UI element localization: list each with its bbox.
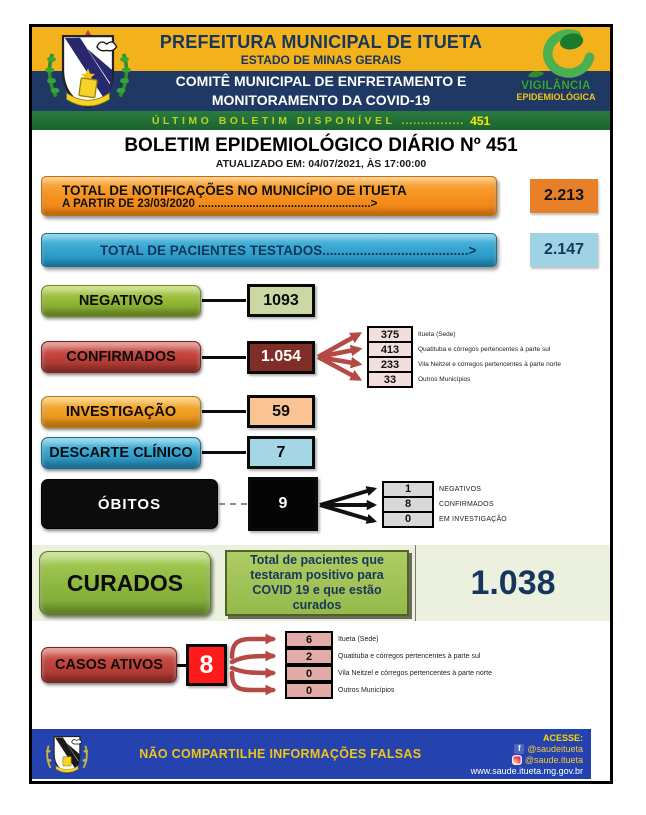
tested-row <box>41 233 598 267</box>
curados-value: 1.038 <box>470 563 556 602</box>
confirmados-quatituba-label: Quatituba e córregos pertencentes à parte sul <box>418 346 551 353</box>
last-bulletin-number: 451 <box>470 113 491 128</box>
header <box>32 27 610 130</box>
tested-bar <box>41 233 497 267</box>
casos-ativos-curved-arrows-icon <box>227 629 285 701</box>
instagram-handle: @saude.itueta <box>524 754 583 765</box>
obitos-breakdown <box>382 481 507 528</box>
casos-ativos-value: 8 <box>186 644 227 686</box>
obitos-confirmados-label: CONFIRMADOS <box>439 500 494 508</box>
casos-quatituba-value: 2 <box>285 648 333 665</box>
vigilancia-logo <box>504 28 608 102</box>
casos-ativos-bar <box>41 647 177 683</box>
last-bulletin-dots: ................ <box>401 114 465 127</box>
investigacao-row <box>41 395 610 428</box>
footer-links <box>471 733 583 776</box>
facebook-handle: @saudeitueta <box>527 743 583 754</box>
connector-line <box>202 299 246 302</box>
descarte-row <box>41 436 610 469</box>
investigacao-label: INVESTIGAÇÃO <box>65 403 177 420</box>
facebook-link[interactable] <box>514 744 583 754</box>
tested-label: TOTAL DE PACIENTES TESTADOS.......................................> <box>100 242 477 258</box>
casos-vila-value: 0 <box>285 665 333 682</box>
obitos-value: 9 <box>248 477 318 531</box>
confirmados-vila-label: Vila Neitzel e córregos pertencentes à parte norte <box>418 361 561 368</box>
curados-bar <box>39 551 211 615</box>
obitos-confirmados-value: 8 <box>382 496 434 513</box>
notifications-label-line2: A PARTIR DE 23/03/2020 ......................................................> <box>62 197 378 210</box>
casos-ativos-label: CASOS ATIVOS <box>55 657 163 673</box>
instagram-link[interactable] <box>512 755 583 765</box>
investigacao-bar <box>41 396 201 428</box>
confirmados-row <box>41 326 610 388</box>
confirmados-value: 1.054 <box>247 341 315 374</box>
connector-line <box>177 664 186 667</box>
vigilancia-text2: EPIDEMIOLÓGICA <box>516 92 596 102</box>
bulletin-updated: ATUALIZADO EM: 04/07/2021, ÀS 17:00:00 <box>215 158 427 170</box>
casos-ativos-breakdown <box>285 630 492 700</box>
facebook-icon: f <box>514 744 524 754</box>
notifications-bar <box>41 176 497 216</box>
confirmados-sede-label: Itueta (Sede) <box>418 331 456 338</box>
connector-line <box>202 410 246 413</box>
last-bulletin-label: ÚLTIMO BOLETIM DISPONÍVEL <box>151 114 396 127</box>
casos-sede-label: Itueta (Sede) <box>338 636 379 643</box>
committee-line2: MONITORAMENTO DA COVID-19 <box>211 92 431 108</box>
curados-description: Total de pacientes que testaram positivo para COVID 19 e que estão curados <box>225 550 409 616</box>
last-bulletin-strip <box>32 111 610 130</box>
negativos-value: 1093 <box>247 284 315 317</box>
footer-access-label: ACESSE: <box>542 732 583 743</box>
bulletin-title: BOLETIM EPIDEMIOLÓGICO DIÁRIO Nº 451 <box>124 135 518 156</box>
obitos-negativos-label: NEGATIVOS <box>439 485 482 493</box>
breakdown-row <box>285 681 492 700</box>
confirmados-vila-value: 233 <box>367 356 413 373</box>
curados-band <box>32 545 610 621</box>
confirmados-fan-arrows-icon <box>315 326 367 388</box>
instagram-icon <box>512 755 522 765</box>
notifications-row <box>41 176 598 216</box>
confirmados-bar <box>41 341 201 373</box>
connector-line <box>202 451 246 454</box>
website-link[interactable]: www.saude.itueta.mg.gov.br <box>470 765 583 776</box>
breakdown-row <box>382 511 507 528</box>
obitos-fan-arrows-icon <box>318 481 382 528</box>
casos-sede-value: 6 <box>285 631 333 648</box>
vigilancia-text1: VIGILÂNCIA <box>521 80 591 92</box>
connector-line <box>202 356 246 359</box>
notifications-label-line1: TOTAL DE NOTIFICAÇÕES NO MUNICÍPIO DE ITUETA <box>62 182 407 198</box>
descarte-value: 7 <box>247 436 315 469</box>
notifications-value: 2.213 <box>530 179 598 213</box>
descarte-label: DESCARTE CLÍNICO <box>49 444 193 461</box>
confirmados-breakdown <box>367 326 561 388</box>
confirmados-sede-value: 375 <box>367 326 413 343</box>
bulletin-frame <box>29 24 613 784</box>
negativos-bar <box>41 285 201 317</box>
confirmados-outros-label: Outros Municípios <box>418 376 471 383</box>
curados-label: CURADOS <box>66 569 184 596</box>
obitos-bar <box>41 479 218 529</box>
vigilancia-swirl-icon <box>517 28 595 80</box>
casos-ativos-row <box>41 629 610 701</box>
casos-outros-label: Outros Municípios <box>338 687 395 694</box>
footer-message: NÃO COMPARTILHE INFORMAÇÕES FALSAS <box>139 747 422 761</box>
descarte-bar <box>41 437 201 469</box>
casos-quatituba-label: Quatituba e córregos pertencentes à parte sul <box>338 653 481 660</box>
estado-subtitle: ESTADO DE MINAS GERAIS <box>240 52 402 67</box>
casos-outros-value: 0 <box>285 682 333 699</box>
confirmados-outros-value: 33 <box>367 371 413 388</box>
obitos-label: ÓBITOS <box>97 495 162 513</box>
casos-vila-label: Vila Neitzel e córregos pertencentes à parte norte <box>338 670 492 677</box>
obitos-investigacao-label: EM INVESTIGAÇÃO <box>439 515 507 523</box>
confirmados-quatituba-value: 413 <box>367 341 413 358</box>
footer-coat-of-arms-icon <box>44 732 90 776</box>
negativos-row <box>41 284 610 317</box>
obitos-negativos-value: 1 <box>382 481 434 498</box>
committee-line1: COMITÊ MUNICIPAL DE ENFRETAMENTO E <box>175 73 467 89</box>
dotted-connector-line <box>219 503 247 505</box>
prefeitura-title: PREFEITURA MUNICIPAL DE ITUETA <box>159 31 483 52</box>
itueta-coat-of-arms-icon <box>40 29 136 111</box>
negativos-label: NEGATIVOS <box>78 292 164 309</box>
breakdown-row <box>367 371 561 388</box>
tested-value: 2.147 <box>530 233 598 267</box>
footer <box>32 729 591 779</box>
confirmados-label: CONFIRMADOS <box>66 349 176 365</box>
obitos-row <box>41 477 610 531</box>
investigacao-value: 59 <box>247 395 315 428</box>
obitos-investigacao-value: 0 <box>382 511 434 528</box>
